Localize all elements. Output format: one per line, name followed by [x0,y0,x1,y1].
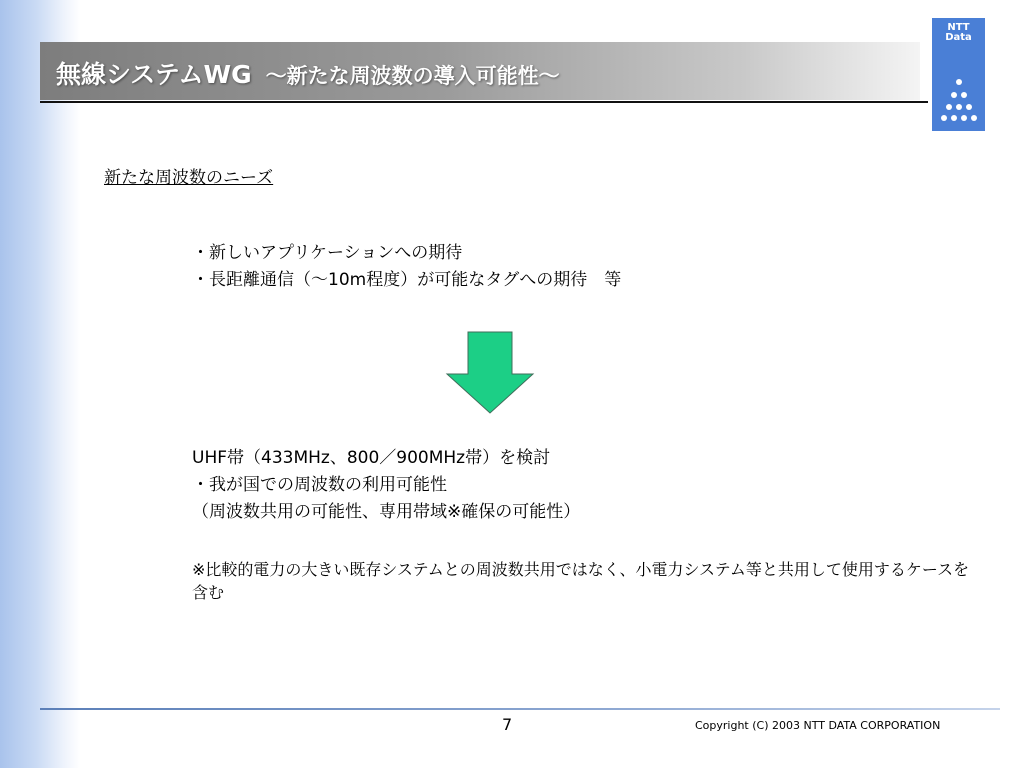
bullet-item: ・長距離通信（～10m程度）が可能なタグへの期待 等 [192,270,622,290]
logo-line2: Data [945,32,972,43]
logo-line1: NTT [947,22,970,33]
footnote: ※比較的電力の大きい既存システムとの周波数共用ではなく、小電力システム等と共用して使用するケースを含む [192,560,970,602]
title-main: 無線システムWG [56,60,252,89]
copyright-text: Copyright (C) 2003 NTT DATA CORPORATION [695,719,941,732]
slide-title [56,55,560,91]
uhf-line: UHF帯（433MHz、800／900MHz帯）を検討 [192,448,551,468]
footer-divider [40,708,1000,710]
logo-text [932,23,985,43]
left-gradient-band [0,0,80,768]
uhf-line: ・我が国での周波数の利用可能性 [192,475,447,495]
title-sub: ～新たな周波数の導入可能性～ [265,64,560,88]
bullet-item: ・新しいアプリケーションへの期待 [192,243,463,263]
logo-dots-icon [940,78,978,122]
needs-heading: 新たな周波数のニーズ [104,168,274,188]
uhf-section [192,445,580,526]
title-underline [40,101,928,103]
ntt-data-logo [932,18,985,131]
down-arrow-icon [444,330,536,416]
page-number: 7 [502,715,513,734]
needs-bullet-list [192,240,621,294]
uhf-line: （周波数共用の可能性、専用帯域※確保の可能性） [192,502,581,522]
